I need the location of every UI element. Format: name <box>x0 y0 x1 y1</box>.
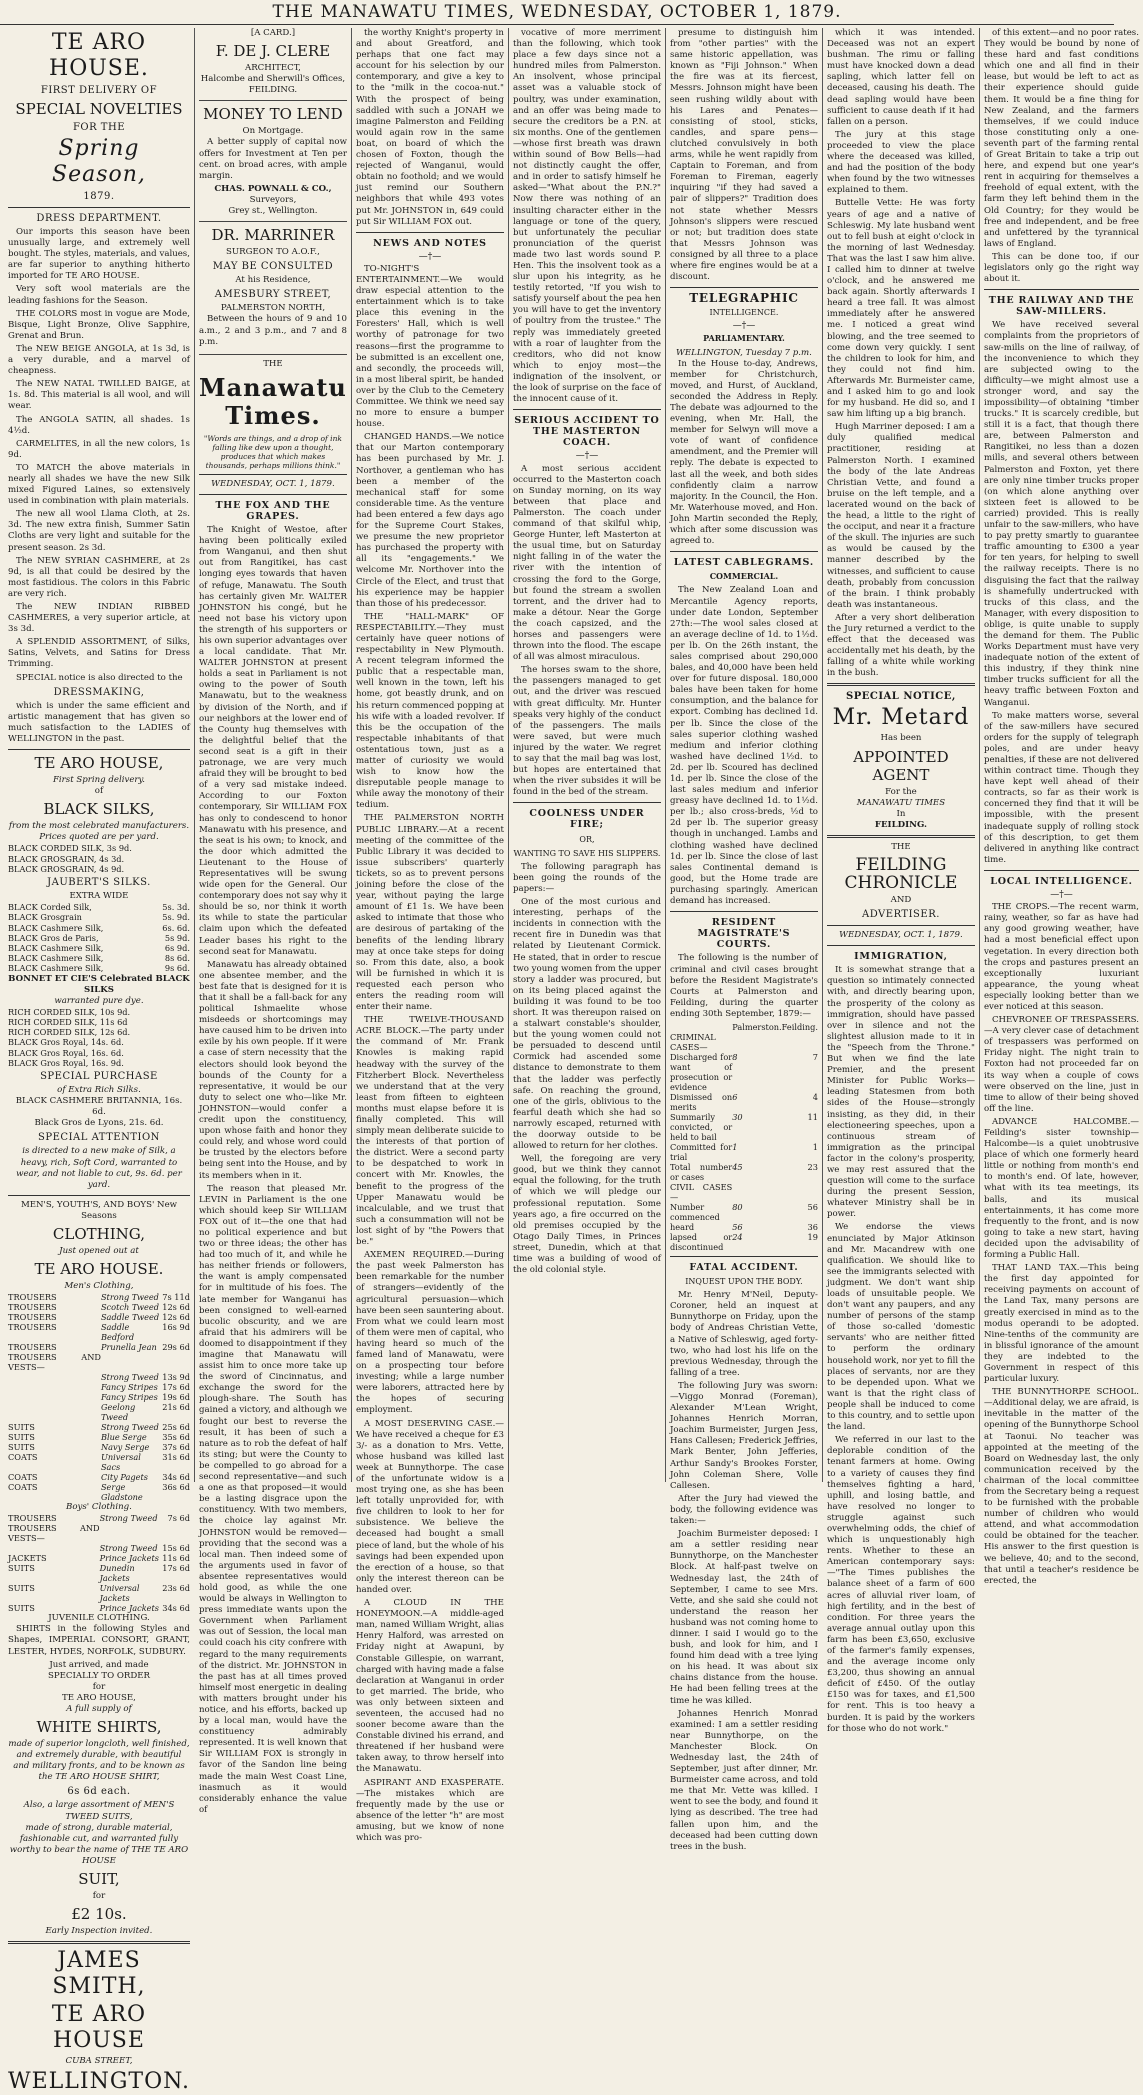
te-aro-house-heading: TE ARO HOUSE, <box>34 754 164 773</box>
table-cell <box>782 1032 818 1052</box>
table-cell: SUITS <box>8 1442 35 1453</box>
dateline: WEDNESDAY, OCT. 1, 1879. <box>211 478 335 489</box>
table-cell: 23s 6d <box>162 1583 190 1594</box>
ad-paragraph: THE COLORS most in vogue are Mode, Bisque, Light Bronze, Olive Sapphire, Grenat and Brun. <box>8 308 190 341</box>
table-row <box>8 1352 190 1372</box>
suit-price: £2 10s. <box>71 1905 127 1924</box>
table-cell: Strong Tweed <box>100 1422 159 1433</box>
price-row: BLACK Cashmere Silk, 9s 6d. <box>8 963 190 974</box>
column-1-advert <box>4 28 195 2095</box>
chronicle-title: FEILDING CHRONICLE <box>844 855 958 893</box>
table-cell: lapsed or discontinued <box>669 1231 733 1252</box>
table-cell: 80 <box>732 1201 743 1212</box>
local-item: ADVANCE HALCOMBE.—Feilding's sister township—Halcombe—is a quiet unobtrusive place of which one formerly heard little or nothing from month's end to month's end. Of late, however, what with its tea meetings, its balls, and its musical entertainments, it has come more frequently to the front, and is now going to take a new start, having decided upon the advisability of forming a Public Hall. <box>983 1116 1139 1261</box>
silks-list-b <box>8 902 190 973</box>
editorial-cont: This can be done too, if our legislators only go the right way about it. <box>983 251 1139 285</box>
editorial-para: The reason that pleased Mr. LEVIN in Parliament is the one which should keep Sir WILLIAM FOX out of it—the one that had no political experience and but two or three ideas; the other has had too much of it, and while he has neither friends or followers, the want is amply compensated for in multitude of his foes. The late member for Wanganui has been consigned to well-earned bucolic obscurity, and we are afraid that his admirers will be doomed to disappointment if they imagine that Manawatu will assist him to once more take up the sword of Cincinnatus, and exchange the sword for the plough-share. The South has gained a victory, and although we fought our best to reverse the result, it has been of such a nature as to rob the defeat of half its sting; but were the County to be compelled to go abroad for a second representative—and such a one as that proposed—it would be a lasting disgrace upon the constituency. With two members, the choice lay against Mr. JOHNSTON would be removed—providing that the second was a local man. Then indeed some of the arguments used in favor of absentee representatives would hold good, as while the one would be always in Wellington to press immediate wants upon the Government when Parliament was out of Session, the local man could coach his city confrere with regard to the many requirements of the district. Mr. JOHNSTON in the past has at all times proved himself most energetic in dealing with matters brought under his notice, and his efforts, backed up by a local man, would have the constituency admirably represented. It is well known that Sir WILLIAM FOX is strongly in favor of the Sandon line being made the main West Coast Line, inasmuch as it would considerably enhance the value of <box>198 1183 347 1815</box>
just-opened: Just opened out at <box>59 1245 139 1256</box>
table-row <box>8 1392 190 1402</box>
of-text: of <box>94 786 104 797</box>
table-cell: Prunella Jean <box>100 1342 157 1353</box>
table-cell: 25s 6d <box>162 1422 190 1433</box>
table-cell: Prince Jackets <box>99 1603 159 1614</box>
coolness-heading: COOLNESS UNDER FIRE; <box>529 808 645 831</box>
ad-for-the: FOR THE <box>72 122 125 133</box>
table-cell: 1 <box>812 1141 818 1152</box>
early-inspection: Early Inspection invited. <box>45 1926 153 1937</box>
table-row <box>8 1342 190 1352</box>
ad-paragraph: which is under the same efficient and artistic management that has given so much satisfaction to the LADIES of WELLINGTON in the past. <box>8 700 190 744</box>
boys-price-table <box>8 1513 190 1613</box>
ad-paragraph: The new all wool Llama Cloth, at 2s. 3d. The new extra finish, Summer Satin Cloths are very light and suitable for the present season. 2s 3d. <box>8 509 190 553</box>
mens-clothing: Men's Clothing, <box>64 1281 134 1292</box>
serious-accident-heading: SERIOUS ACCIDENT TO THE MASTERTON COACH. <box>514 415 660 449</box>
just-arrived: Just arrived, and made <box>49 1659 149 1670</box>
price-row: BLACK Cashmere Silk, 8s 6d. <box>8 953 190 964</box>
table-cell: TROUSERS <box>8 1342 57 1353</box>
table-cell <box>732 1032 781 1052</box>
table-cell: 21s 6d <box>162 1402 190 1413</box>
first-spring: First Spring delivery. <box>52 775 145 786</box>
ad-paragraph: The NEW INDIAN RIBBED CASHMERES, a very superior article, at 3s 3d. <box>8 602 190 635</box>
table-cell <box>100 1523 163 1543</box>
ad-paragraph: The NEW NATAL TWILLED BAIGE, at 1s. 8d. This material is all wool, and will wear. <box>8 379 190 412</box>
local-intelligence-heading: LOCAL INTELLIGENCE. <box>990 875 1133 887</box>
editorial-cont: the worthy Knight's property in and about Greatford, and perhaps that one fact may account for his selection by our contemporary, and give a key to to the "milk in the cocoa-nut." With the prospect of being saddled with such a JONAH we imagine Palmerston and Feilding would again row in the same boat, on board of which the chosen of Foxton, though the rejected of Wanganui, would obtain no foothold; and we would just remind our Southern neighbors that while 493 votes put Mr. JOHNSTON in, 649 could put Sir WILLIAM FOX out. <box>355 28 504 227</box>
table-cell: 6 <box>732 1091 738 1102</box>
table-row <box>8 1372 190 1382</box>
news-item: THE TWELVE-THOUSAND ACRE BLOCK.—The party under the command of Mr. Frank Knowles is making rapid headway with the survey of the Fitzherbert Block. Nevertheless we understand that at the very least from fifteen to eighteen months must elapse before it is finally completed. This will simply mean deliberate suicide to the interests of that portion of the district. Were a second party to be despatched to work in concert with Mr. Knowles, the benefit to the progress of the Upper Manawatu would be incalculable, and we trust that such a consummation will not be lost sight of by "the Powers that be." <box>355 1015 504 1248</box>
table-row <box>670 1232 818 1252</box>
silks-list-d: BLACK Gros Royal, 14s. 6d. BLACK Gros Royal, 16s. 6d. BLACK Gros Royal, 16s. 9d. <box>8 1037 124 1068</box>
price-item: BLACK GROSGRAIN, 4s 9d. <box>8 863 125 874</box>
table-cell: 34s 6d <box>162 1603 190 1614</box>
table-cell: 30 <box>732 1111 743 1122</box>
ad-year: 1879. <box>83 191 115 202</box>
table-cell: COATS <box>8 1482 38 1493</box>
boys-clothing: Boys' Clothing. <box>66 1502 132 1513</box>
dressmaking-heading: DRESSMAKING, <box>53 686 145 698</box>
news-item: ASPIRANT AND EXASPERATE.—The mistakes which are frequently made by the use or absence of the letter "h" are most amusing, but we know of none which was pro- <box>355 1777 504 1843</box>
table-cell: Total number or cases <box>669 1161 733 1182</box>
warranted: warranted pure dye. <box>54 995 144 1006</box>
news-cont: vocative of more merriment than the following, which took place a few days since not a hundred miles from Palmerston. An insolvent, whose principal asset was a valuable stock of poultry, was under examination, and an offer was being made to secure the creditors be a P.N. at six months. One of the gentlemen—whose first breath was drawn within sound of Bow Bells—had not distinctly caught the offer, and in order to satisfy himself he asked—"What about the P.N.?" Now there was nothing of an insulting character either in the language or tone of the query, but unfortunately the peculiar pronunciation of the querist made two last words sound P. Hen. This the insolvent took as a slur upon his integrity, as he testily retorted, "If you wish to satisfy yourself about the pea hen you will have to get the inventory of poultry from the trustee." The reply was immediately greeted with a roar of laughter from the creditors, who did not know which to enjoy most—the indignation of the insolvent, or the look of surprise on the face of the innocent cause of it. <box>512 28 661 405</box>
table-cell: Universal Jackets <box>99 1583 140 1604</box>
ad-title: TE ARO HOUSE. <box>49 30 149 81</box>
price-row: BLACK Grosgrain 5s. 9d. <box>8 912 190 923</box>
suit: SUIT, <box>78 1870 120 1889</box>
price-row: BLACK Corded Silk, 5s. 3d. <box>8 902 190 913</box>
table-cell: TROUSERS <box>8 1302 57 1313</box>
table-row <box>8 1402 190 1422</box>
table-cell: 29s 6d <box>162 1342 190 1353</box>
table-cell: TROUSERS <box>8 1322 57 1333</box>
article-cont: presume to distinguish him from "other parties" with the same historic appellation, was known as "Fiji Johnson." When the fire was at its fiercest, Messrs. Johnson might have been seen rushing wildly about with his Lares and Penates—consisting of stool, sticks, candles, and spare pens—clutched convulsively in both arms, while he went rapidly from Captain to Foreman, and from Foreman to Fireman, eagerly inquiring "if they had saved a pair of slippers?" Tradition does not state whether Messrs Johnson's slippers were rescued or not; but tradition does state that Messrs Johnson was consigned by all three to a place where fire engines would be at a discount. <box>669 28 818 283</box>
table-row <box>8 1523 190 1543</box>
article-para: The horses swam to the shore, the passengers managed to get out, and the driver was rescued with great difficulty. Mr. Hunter speaks very highly of the conduct of the passengers. The mails were saved, but were much injured by the water. We regret to say that the mail bag was lost, but hopes are entertained that when the river subsides it will be found in the bed of the stream. <box>512 665 661 798</box>
table-cell: 12s 6d <box>162 1302 190 1313</box>
money-heading: MONEY TO LEND <box>203 105 343 124</box>
article-para: We have received several complaints from the proprietors of saw-mills on the line of railway, of the inconvenience to which they are subjected owing to the difficulty—we might almost use a stronger word, and say the impossibility—of obtaining "timber trucks." It is scarcely credible, but still it is a fact, that though there are, between Palmerston and Rangitikei, no less than a dozen mills, and several others between Palmerston and Foxton, yet there are only nine timber trucks proper (on which alone anything over sixteen feet is allowed to be carried) provided. This is really unfair to the saw-millers, who have to pay pretty smartly to guarantee traffic amounting to £300 a year for ten years, for helping to swell the railway receipts. There is no disguising the fact that the railway is shamefully undertrucked with trucks of this class, and the Manager, with every disposition to oblige, is quite unable to supply the demand for them. The Public Works Department must have very inadequate notion of the extent of this industry, if they think nine timber trucks sufficient for all the heavy traffic between Foxton and Wanganui. <box>983 320 1139 708</box>
bonnet-heading: BONNET ET CIE'S Celebrated BLACK SILKS <box>8 973 190 995</box>
table-cell: SUITS <box>8 1583 35 1594</box>
prices-quoted: Prices quoted are per yard. <box>39 832 159 843</box>
table-cell: 56 <box>732 1221 743 1232</box>
table-cell: 15s 6d <box>162 1543 190 1554</box>
metard: Mr. Metard <box>832 705 970 731</box>
ad-paragraph: SPECIAL notice is also directed to the <box>16 672 183 683</box>
table-cell: Saddle Tweed <box>100 1312 160 1323</box>
table-cell: Navy Serge <box>100 1442 150 1453</box>
table-cell: Strong Tweed <box>99 1543 158 1554</box>
editorial-para: It is somewhat strange that a question so intimately connected with, and directly bearing upon, the prosperity of the colony as immigration, should have passed over in silence and not the slightest allusion made to it in the "Speech from the Throne." But when we find the late Premier, and the present Minister for Public Works—leading Statesmen from both sides of the House—strongly insisting, as they did, in their electioneering speeches, upon a continuous stream of immigration as the principal factor in the colony's prosperity, we may rest assured that the question will come to the surface during the present Session, whatever Ministry shall be in power. <box>826 965 975 1220</box>
table-row <box>670 1202 818 1222</box>
table-cell: 19s 6d <box>162 1392 190 1403</box>
silks-list-c: RICH CORDED SILK, 10s 9d. RICH CORDED SILK, 11s 6d RICH CORDED SILK, 12s 6d. <box>8 1006 131 1038</box>
table-cell: Dismissed on merits <box>669 1091 733 1112</box>
news-item: AXEMEN REQUIRED.—During the past week Palmerston has been remarkable for the number of strangers—evidently of the agricultural persuasion—which have been seen sauntering about. From what we could learn most of them were men of capital, who having heard so much of the famed land of Manawatu, were on a prospecting tour before investing; while a large number were laborers, attracted here by the hopes of securing employment. <box>355 1250 504 1416</box>
table-row <box>8 1563 190 1583</box>
table-row <box>670 1162 818 1182</box>
local-item: CHEVRONEE OF TRESPASSERS.—A very clever case of detachment of trespassers was performed on Friday night. The night train to Foxton had not proceeded far on its way when a couple of cows were observed on the line, just in time to allow of their being shoved off the line. <box>983 1015 1139 1114</box>
coolness-sub: WANTING TO SAVE HIS SLIPPERS. <box>513 848 661 858</box>
editorial-para: Manawatu has already obtained one absentee member, and the best fate that is designed for it is that it shall be a fall-back for any political Ishmaelite whose misdeeds or shortcomings may have caused him to be driven into exile by his own people. If it were a case of stern necessity that the electors should look beyond the bounds of the County for a representative, it would be our duty to select one who—like Mr. JOHNSTON—would confer a credit upon the constituency, upon whose faith and honor they could rely, and whose word could be trusted by the electors before being sent into the House, and by its members when in it. <box>198 959 347 1181</box>
table-cell: Dunedin Jackets <box>99 1563 135 1584</box>
table-cell: TROUSERS AND VESTS— <box>8 1352 101 1373</box>
table-cell: Scotch Tweed <box>100 1302 159 1313</box>
news-item: A CLOUD IN THE HONEYMOON.—A middle-aged man, named William Wright, alias Henry Halford, was arrested on Friday night at Awapuni, by Constable Gillespie, on warrant, charged with having made a false declaration at Wanganui in order to get married. The bride, who was only between sixteen and seventeen, the accused had no sooner become aware than the Constable divined his errand, and threatened if her husband were taken away, to throw herself into the Manawatu. <box>355 1598 504 1775</box>
table-cell <box>8 1372 101 1382</box>
table-row <box>8 1422 190 1432</box>
table-cell <box>8 1392 101 1402</box>
james-smith: JAMES SMITH, <box>52 1948 146 2000</box>
dress-dept-heading: DRESS DEPARTMENT. <box>36 213 162 224</box>
full-supply: A full supply of <box>66 1704 132 1714</box>
table-cell: City Pagets <box>100 1472 148 1483</box>
table-cell: Discharged for want of prosecution or evidence <box>669 1051 733 1092</box>
ad-first-delivery: FIRST DELIVERY OF <box>40 85 158 96</box>
editorial-para: The Knight of Westoe, after having been politically exiled from Wanganui, and then shut out from Rangitikei, has cast longing eyes towards that haven of refuge, Manawatu. The South has certainly given Mr. WALTER JOHNSTON his congé, but he need not base his victory upon the strength of his supporters or his own superior advantages over a local candidate. That Mr. WALTER JOHNSTON at present holds a seat in Parliament is not owing to the power of South Manawatu, but to the weakness by division of the North, and if our neighbors at the lower end of the County hug themselves with the delightful belief that the second seat is a gift in their patronage, we are very much afraid they will be brought to bed of a very sad mistake indeed. According to our Foxton contemporary, Sir WILLIAM FOX has only to condescend to honor Manawatu with his presence, and the seat is his own; to knock, and the door which admitted the Lieutenant to the House of Representatives will be swung wide open for the General. Our contemporary does not say why it should be so, nor think it worth its while to state the particular claim upon which the defeated Leader bases his right to the second seat for Manawatu. <box>198 525 347 957</box>
news-item: TO-NIGHT'S ENTERTAINMENT.—We would draw especial attention to the entertainment which is to take place this evening in the Foresters' Hall, which is well worthy of patronage for two reasons—first the programme to be submitted is an excellent one, and secondly, the proceeds will, in a most liberal spirit, be handed over by the Club to the Cemetery Committee. We think we need say no more to ensure a bumper house. <box>355 263 504 430</box>
table-cell <box>162 1523 190 1543</box>
table-cell: SUITS <box>8 1422 35 1433</box>
column-2: [A CARD.] F. DE J. CLERE ARCHITECT, Halcombe and Sherwill's Offices, FEILDING. MONEY TO LEND On Mortgage. A better supply of capital now offers for Investment at Ten per cent. on broad acres, with ample margin. CHAS. POWNALL & CO., Surveyors, Grey st., Wellington. DR. MARRINER SURGEON TO A.O.F., MAY BE CONSULTED At his Residence, AMESBURY STREET, PALMERSTON NORTH, Between the hours of 9 and 10 a.m., 2 and 3 p.m., and 7 and 8 p.m. THE Manawatu Times. "Words are things, and a drop of ink falling like dew upon a thought, produces that which makes thousands, perhaps millions think." WEDNESDAY, OCT. 1, 1879. THE FOX AND THE GRAPES. The Knight of Westoe, after having been politically exiled from Wanganui, and then shut out from Rangitikei, has cast longing eyes towards that haven of refuge, Manawatu. The South has certainly given Mr. WALTER JOHNSTON his congé, but he need not base his victory upon the strength of his supporters or his own superior advantages over a local candidate. That Mr. WALTER JOHNSTON at present holds a seat in Parliament is not owing to the power of South Manawatu, but to the weakness by division of the North, and if our neighbors at the lower end of the County hug themselves with the delightful belief that the second seat is a gift in their patronage, we are very much afraid they will be brought to bed of a very sad mistake indeed. According to our Foxton contemporary, Sir WILLIAM FOX has only to condescend to honor Manawatu with his presence, and the seat is his own; to knock, and the door which admitted the Lieutenant to the House of Representatives will be swung wide open for the General. Our contemporary does not say why it should be so, nor think it worth its while to state the particular claim upon which the defeated Leader bases his right to the second seat for Manawatu. Manawatu has already obtained one absentee member, and the best fate that is designed for it is that it shall be a fall-back for any political Ishmaelite whose misdeeds or shortcomings may have caused him to be driven into exile by his own people. If it were a case of stern necessity that the electors should look beyond the bounds of the County for a representative, it would be our duty to select one who—like Mr. JOHNSTON—would confer a credit upon the constituency, upon whose faith and honor they could rely, and whose word could be trusted by the electors before being sent into the House, and by its members when in it. The reason that pleased Mr. LEVIN in Parliament is the one which should keep Sir WILLIAM FOX out of it—the one that had no political experience and but two or three ideas; the other has had too much of it, and while he has neither friends or followers, the want is amply compensated for in multitude of his foes. The late member for Wanganui has been consigned to well-earned bucolic obscurity, and we are afraid that his admirers will be doomed to disappointment if they imagine that Manawatu will assist him to once more take up the sword of Cincinnatus, and exchange the sword for the plough-share. The South has gained a victory, and although we fought our best to reverse the result, it has been of such a nature as to rob the defeat of half its sting; but were the County to be compelled to go abroad for a second representative—and such a one as that proposed—it would be a lasting disgrace upon the constituency. With two members, the choice lay against Mr. JOHNSTON would be removed—providing that the second was a local man. Then indeed some of the arguments used in favor of absentee representatives would hold good, as while the one would be always in Wellington to press immediate wants upon the Government when Parliament was out of Session, the local man could coach his city confrere with regard to the many requirements of the district. Mr. JOHNSTON in the past has at all times proved himself most energetic in dealing with matters brought under his notice, and his efforts, backed up by a local man, would have the constituency admirably represented. It is well known that Sir WILLIAM FOX is strongly in favor of the Sandon line being made the main West Coast Line, inasmuch as it would considerably enhance the value of <box>195 28 352 1482</box>
table-row <box>8 1583 190 1603</box>
extra-wide: EXTRA WIDE <box>69 891 129 902</box>
architect-name: F. DE J. CLERE <box>215 42 331 61</box>
table-cell <box>8 1543 100 1553</box>
ad-paragraph: Our imports this season have been unusually large, and extremely well bought. The styles, materials, and values, are far superior to anything hitherto imported for TE ARO HOUSE. <box>8 227 190 282</box>
columns <box>4 28 1139 2095</box>
mens-youths: MEN'S, YOUTH'S, AND BOYS' New Seasons <box>20 1199 178 1221</box>
article-cont: Buttelle Vette: He was forty years of age and a native of Schleswig. My late husband went out to fell bush at eight o'clock in the morning of last Wednesday. That was the last I saw him alive. I called him to dinner at twelve o'clock, and he answered me back again. Shortly afterwards I heard a tree fall. It was almost immediately after he answered me. I noticed a great wind blowing, and the tree seemed to come down very quickly. I sent the children to look for him, and they could not find him. Afterwards Mr. Burmeister came, and I asked him to go and look for my husband. He did so, and I saw him lifting up a big branch. <box>826 198 975 420</box>
commercial-text: The New Zealand Loan and Mercantile Agency reports, under date London, September 27th:—The wool sales closed at an average decline of 1d. to 1½d. per lb. On the 26th instant, the sales comprised about 290,000 bales, and 40,000 have been held over for future disposal. 180,000 bales have been taken for home consumption, and the balance for export. Combing has declined 1d. per lb. Since the close of the sales superior clothing washed medium and inferior clothing washed have declined 1½d. to 2d. per lb. Scoured has declined 1d. per lb. Since the close of the last sales medium and inferior greasy have declined 1d. to 1½d. per lb.; also cross-breds, ½d to 2d per lb. The superior greasy though in unchanged. Lambs and clothing washed have declined 1d. per lb. Since the close of last sales Continental demand is good, but the Home trade are purchasing sparingly. American demand has increased. <box>669 585 818 907</box>
table-cell: Fancy Stripes <box>100 1392 158 1403</box>
table-row <box>8 1292 190 1302</box>
shirt-price: 6s 6d each. <box>67 1786 131 1798</box>
table-cell: Summarily convicted, or held to bail <box>669 1111 733 1142</box>
table-cell: 31s 6d <box>162 1452 190 1463</box>
attention-text: is directed to a new make of Silk, a heavy, rich, Soft Cord, warranted to wear, and not liable to cut, 9s. 6d. per yard. <box>16 1146 182 1190</box>
table-cell: 7s 11d <box>162 1292 190 1303</box>
ad-special-novelties: SPECIAL NOVELTIES <box>15 100 183 118</box>
table-cell <box>101 1352 162 1372</box>
immigration-heading: IMMIGRATION, <box>854 951 948 963</box>
from-celebrated: from the most celebrated manufacturers. <box>8 821 190 832</box>
table-cell: Prince Jackets <box>99 1553 159 1564</box>
table-cell: TROUSERS <box>8 1513 57 1524</box>
table-row <box>8 1452 190 1472</box>
table-cell: Blue Serge <box>100 1432 147 1443</box>
table-cell: Fancy Stripes <box>100 1382 158 1393</box>
news-item: THE PALMERSTON NORTH PUBLIC LIBRARY.—At a recent meeting of the committee of the Public Library it was decided to issue subscribers' quarterly tickets, so as to prevent persons joining before the close of the year, without paying the large amount of £1 1s. We have been asked to intimate that those who are desirous of partaking of the benefits of the lending library may at once take steps for doing so. From this date, also, a book will be furnished in which it is requested each person who enters the reading room will enter their name. <box>355 813 504 1013</box>
table-cell: 13s 9d <box>162 1372 190 1383</box>
article-para: The following paragraph has been going the rounds of the papers:— <box>512 861 661 894</box>
silks-list-a <box>8 843 190 874</box>
ad-paragraph: The ANGOLA SATIN, all shades. 1s 4½d. <box>8 414 190 436</box>
clothing-price-table <box>8 1292 190 1502</box>
extra-rich: of Extra Rich Silks. <box>57 1085 141 1096</box>
table-cell: 45 <box>732 1161 743 1172</box>
also-assortment: Also, a large assortment of MEN'S TWEED SUITS, <box>23 1800 175 1822</box>
editorial-cont: of this extent—and no poor rates. They would be bound by none of these hard and fast conditions which one and all find in their lease, but would be left to act as their experience should guide them. It would be a fine thing for New Zealand, and the farmers themselves, if we could induce those constituting only a one-seventh part of the farming rental of Great Britain to take a trip out here, and expend but one year's rent in acquiring for themselves a freehold of equal extent, with the farm they left behind them in the Old Country; for they would be free and independent, and be free and unfettered by the tyrannical laws of England. <box>983 28 1139 249</box>
table-cell <box>782 1182 818 1202</box>
architect-card: [A CARD.] F. DE J. CLERE ARCHITECT, Halcombe and Sherwill's Offices, FEILDING. <box>199 28 347 101</box>
table-cell: 7s 6d <box>167 1513 190 1524</box>
paper-title: Manawatu Times. <box>199 372 347 430</box>
table-cell: 11s 6d <box>162 1553 190 1564</box>
price-row: BLACK Cashmere Silk, 6s 9d. <box>8 942 190 953</box>
white-shirts: WHITE SHIRTS, <box>36 1718 162 1737</box>
table-cell: SUITS <box>8 1563 35 1574</box>
article-para: The following Jury was sworn:—Viggo Monrad (Foreman), Alexander M'Lean Wright, Johannes Henrich Morran, Joachim Burmeister, Jurgen Jess, Hans Callesen; Frederick Jeffries, Mark Benter, John Jefferies, Arthur Sandy's Brookes Forster, John Coleman Shere, Volle Callesen. <box>669 1380 818 1491</box>
doctor-heading: DR. MARRINER <box>211 226 335 245</box>
table-cell: COATS <box>8 1472 38 1483</box>
local-item: THE CROPS.—The recent warm, rainy, weather, so far as have had any good growing weather, have had a most beneficial effect upon vegetation. In every direction both the crops and pastures present an exceptionally luxuriant appearance, the young wheat especially looking better than we ever noticed at this season. <box>983 902 1139 1012</box>
motto: "Words are things, and a drop of ink falling like dew upon a thought, produces that which makes thousands, perhaps millions think." <box>203 433 342 470</box>
te-aro-house-2: TE ARO HOUSE. <box>34 1260 164 1279</box>
table-cell: 17s 6d <box>162 1382 190 1393</box>
table-cell: Strong Tweed <box>100 1292 159 1303</box>
lyons: Black Gros de Lyons, 21s. 6d. <box>34 1118 164 1129</box>
doctor-card: DR. MARRINER SURGEON TO A.O.F., MAY BE CONSULTED At his Residence, AMESBURY STREET, PALMERSTON NORTH, Between the hours of 9 and 10 a.m., 2 and 3 p.m., and 7 and 8 p.m. <box>199 226 347 355</box>
article-para: Johannes Henrich Monrad examined: I am a settler residing near Bunnythorpe, on the Manchester Block. On Wednesday last, the 24th of September, just after dinner, Mr. Burmeister came across, and told me that Mr. Vette was killed. I went to see the body, and found it lying as described. The tree had fallen upon him, and the deceased had been cutting down trees in the bush. <box>669 1708 818 1852</box>
table-cell: 11 <box>807 1111 818 1122</box>
table-row <box>8 1382 190 1392</box>
ad-paragraph: The NEW SYRIAN CASHMERE, at 2s 9d, is all that could be desired by the most fastidious. The colors in this Fabric are very rich. <box>8 555 190 599</box>
column-7: of this extent—and no poor rates. They would be bound by none of these hard and fast conditions which one and all find in their lease, but would be left to act as their experience should guide them. It would be a fine thing for New Zealand, and the farmers themselves, if we could induce those constituting only a one-seventh part of the farming rental of Great Britain to take a trip out here, and expend but one year's rent in acquiring for themselves a freehold of equal extent, with the farm they left behind them in the Old Country; for they would be free and independent, and be free and unfettered by the tyrannical laws of England. This can be done too, if our legislators only go the right way about it. THE RAILWAY AND THE SAW-MILLERS. We have received several complaints from the proprietors of saw-mills on the line of railway, of the inconvenience to which they are subjected owing to the difficulty—we might almost use a stronger word, and say the impossibility—of obtaining "timber trucks." It is scarcely credible, but still it is a fact, that though there are, between Palmerston and Rangitikei, no less than a dozen mills, and several others between Palmerston and Foxton, yet there are only nine timber trucks proper (on which alone anything over sixteen feet is allowed to be carried) provided. This is really unfair to the saw-millers, who have to pay pretty smartly to guarantee traffic amounting to £300 a year for ten years, for helping to swell the railway receipts. There is no disguising the fact that the railway is shamefully undertrucked with trucks of this class, and the Manager, with every disposition to oblige, is quite unable to supply the demand for them. The Public Works Department must have very inadequate notion of the extent of this industry, if they think nine timber trucks sufficient for all the heavy traffic between Foxton and Wanganui. To make matters worse, several of the saw-millers have secured orders for the supply of telegraph poles, and are under heavy penalties, if these are not delivered within contract time. Though they have kept well ahead of their contracts, so far as their work is concerned they find that it will be impossible, with the present inadequate supply of rolling stock of this description, to get them delivered in anything like contract time. LOCAL INTELLIGENCE. —†— THE CROPS.—The recent warm, rainy, weather, so far as have had any good growing weather, have had a most beneficial effect upon vegetation. In every direction both the crops and pastures present an exceptionally luxuriant appearance, the young wheat especially looking better than we ever noticed at this season. CHEVRONEE OF TRESPASSERS.—A very clever case of detachment of trespassers was performed on Friday night. The night train to Foxton had not proceeded far on its way when a couple of cows were observed on the line, just in time to allow of their being shoved off the line. ADVANCE HALCOMBE.—Feilding's sister township—Halcombe—is a quiet unobtrusive place of which one formerly heard little or nothing from month's end to month's end. Of late, however, what with its tea meetings, its balls, and its musical entertainments, it has come more frequently to the front, and is now going to take a new start, having decided upon the advisability of forming a Public Hall. THAT LAND TAX.—This being the first day appointed for receiving payments on account of the Land Tax, many persons are greatly exercised in mind as to the modus operandi to be adopted. Nine-tenths of the community are in blissful ignorance of the amount they are indebted to the Government in respect of this particular luxury. THE BUNNYTHORPE SCHOOL.—Additional delay, we are afraid, is inevitable in the matter of the opening of the Bunnythorpe School at Taonui. No teacher was appointed at the meeting of the Board on Wednesday last, the only communication received by the chairman of the local committee from the Secretary being a request to be furnished with the probable number of children who would attend, and what accommodation could be obtained for the teacher. His answer to the first question is we believe, 40; and to the second, that until a teacher's residence be erected, the <box>983 28 1139 1586</box>
resident-magistrates-heading: RESIDENT MAGISTRATE'S COURTS. <box>697 917 791 951</box>
special-notice: SPECIAL NOTICE, <box>846 691 956 703</box>
table-row <box>8 1302 190 1312</box>
table-cell: 16s 9d <box>162 1322 190 1333</box>
price-row: BLACK Cashmere Silk, 6s. 6d. <box>8 922 190 933</box>
table-cell: 24 <box>732 1231 743 1242</box>
table-cell: 36 <box>807 1221 818 1232</box>
wellington: WELLINGTON. <box>8 2069 190 2095</box>
table-cell: 7 <box>812 1051 818 1062</box>
table-row <box>8 1543 190 1553</box>
column-3: the worthy Knight's property in and about Greatford, and perhaps that one fact may account for his selection by our contemporary, and give a key to to the "milk in the cocoa-nut." With the prospect of being saddled with such a JONAH we imagine Palmerston and Feilding would again row in the same boat, on board of which the chosen of Foxton, though the rejected of Wanganui, would obtain no foothold; and we would just remind our Southern neighbors that while 493 votes put Mr. JOHNSTON in, 649 could put Sir WILLIAM FOX out. NEWS AND NOTES —†— TO-NIGHT'S ENTERTAINMENT.—We would draw especial attention to the entertainment which is to take place this evening in the Foresters' Hall, which is well worthy of patronage for two reasons—first the programme to be submitted is an excellent one, and secondly, the proceeds will, in a most liberal spirit, be handed over by the Club to the Cemetery Committee. We think we need say no more to ensure a bumper house. CHANGED HANDS.—We notice that our Marton contemporary has been purchased by Mr. J. Northover, a gentleman who has been a member of the mechanical staff for some considerable time. As the venture had been entered a few days ago for the Supreme Court Stakes, we presume the new proprietor has purchased the property with all its "engagements." We welcome Mr. Northover into the Circle of the Elect, and trust that his experience may be happier than those of his predecessor. THE "HALL-MARK" OF RESPECTABILITY.—They must certainly have queer notions of respectability in New Plymouth. A recent telegram informed the public that a respectable man, well known in the town, left his home, got beastly drunk, and on his return commenced popping at his wife with a loaded revolver. If this be the occupation of the respectable inhabitants of that ostentatious town, just as a matter of curiosity we would wish to know how the disreputable people manage to while away the monotony of their tedium. THE PALMERSTON NORTH PUBLIC LIBRARY.—At a recent meeting of the committee of the Public Library it was decided to issue subscribers' quarterly tickets, so as to prevent persons joining before the close of the year, without paying the large amount of £1 1s. We have been asked to intimate that those who are desirous of partaking of the benefits of the lending library may at once take steps for doing so. From this date, also, a book will be furnished in which it is requested each person who enters the reading room will enter their name. THE TWELVE-THOUSAND ACRE BLOCK.—The party under the command of Mr. Frank Knowles is making rapid headway with the survey of the Fitzherbert Block. Nevertheless we understand that at the very least from fifteen to eighteen months must elapse before it is finally completed. This will simply mean deliberate suicide to the interests of that portion of the district. Were a second party to be despatched to work in concert with Mr. Knowles, the benefit to the progress of the Upper Manawatu would be incalculable, and we trust that such a consummation will not be lost sight of by "the Powers that be." AXEMEN REQUIRED.—During the past week Palmerston has been remarkable for the number of strangers—evidently of the agricultural persuasion—which have been seen sauntering about. From what we could learn most of them were men of capital, who having heard so much of the famed land of Manawatu, were on a prospecting tour before investing; while a large number were laborers, attracted here by the hopes of securing employment. A MOST DESERVING CASE.—We have received a cheque for £3 3/- as a donation to Mrs. Vette, whose husband was killed last week at Bunnythorpe. The case of the unfortunate widow is a most trying one, as she has been left totally unprovided for, with five children to look to her for subsistence. We believe the deceased had bought a small piece of land, but the whole of his savings had been expended upon the erection of a house, so that only the interest thereon can be handed over. A CLOUD IN THE HONEYMOON.—A middle-aged man, named William Wright, alias Henry Halford, was arrested on Friday night at Awapuni, by Constable Gillespie, on warrant, charged with having made a false declaration at Wanganui in order to get married. The bride, who was only between sixteen and seventeen, the accused had no sooner become aware than the Constable divined his errand, and threatened if her husband were taken away, to throw herself into the Manawatu. ASPIRANT AND EXASPERATE.—The mistakes which are frequently made by the use or absence of the letter "h" are most amusing, but we know of none which was pro- <box>352 28 509 1482</box>
price-item: BLACK CORDED SILK, 3s 9d. <box>8 843 132 854</box>
table-row <box>8 1432 190 1442</box>
specially-order: SPECIALLY TO ORDER <box>47 1670 150 1681</box>
table-cell: SUITS <box>8 1603 35 1614</box>
table-cell <box>8 1402 101 1422</box>
cuba-street: CUBA STREET, <box>65 2056 133 2067</box>
news-item: THE "HALL-MARK" OF RESPECTABILITY.—They must certainly have queer notions of respectability in New Plymouth. A recent telegram informed the public that a respectable man, well known in the town, left his home, got beastly drunk, and on his return commenced popping at his wife with a loaded revolver. If this be the occupation of the respectable inhabitants of that ostentatious town, just as a matter of curiosity we would wish to know how the disreputable people manage to while away the monotony of their tedium. <box>355 611 504 811</box>
table-cell <box>732 1182 781 1202</box>
table-cell: 56 <box>807 1201 818 1212</box>
table-row <box>670 1092 818 1112</box>
railway-heading: THE RAILWAY AND THE SAW-MILLERS. <box>988 295 1135 318</box>
table-cell: SUITS <box>8 1432 35 1443</box>
article-para: After the Jury had viewed the body, the following evidence was taken:— <box>669 1493 818 1527</box>
article-cont: which it was intended. Deceased was not an expert bushman. The rimu or falling must have knocked down a dead sapling, which latter fell on deceased, causing his death. The dead sapling would have been sufficient to cause death if it had fallen on a person. <box>826 28 975 127</box>
appointed-agent: APPOINTED AGENT <box>853 747 949 784</box>
table-cell: TROUSERS <box>8 1292 57 1303</box>
table-cell: Universal Sacs <box>100 1452 141 1473</box>
shirts-intro: SHIRTS in the following Styles and Shapes, IMPERIAL CONSORT, GRANT, LESTER, HYDES, NORFOLK, SUDBURY. <box>8 1624 190 1657</box>
table-cell: TROUSERS <box>8 1312 57 1323</box>
ad-paragraph: The NEW BEIGE ANGOLA, at 1s 3d, is a very durable, and a marvel of cheapness. <box>8 343 190 377</box>
table-cell: Serge Gladstone <box>100 1482 143 1503</box>
suit-for: for <box>92 1891 106 1902</box>
table-row <box>8 1603 190 1613</box>
editorial-para: We endorse the views enunciated by Major Atkinson and Mr. Macandrew with one qualification. We should like to see the immigrants selected with judgment. We don't want ship loads of unsuitable people. We don't want any paupers, and any number of persons of the stamp of those so-called 'domestic servants' who are neither fitted to perform the ordinary household work, nor yet to fill the places of servants, nor are they to be depended upon. What we want is that the right class of people shall be induced to come to this country, and to settle upon the land. <box>826 1222 975 1433</box>
table-cell: 35s 6d <box>162 1432 190 1443</box>
article-para: One of the most curious and interesting, perhaps of the incidents in connection with the recent fire in Dunedin was that related by Lieutenant Cormick. He stated, that in order to rescue two young women from the upper story a ladder was procured, but on its being placed against the building it was found to be too short. It was thereupon raised on a stalwart constable's shoulder, but the young women could not be persuaded to descend until Cormick had ascended some distance to demonstrate to them that the ladder was perfectly safe. On reaching the ground, one of the girls, oblivious to the fearful death which she had so narrowly escaped, returned with the doorway outside to be allowed to return for her clothes. <box>512 897 661 1152</box>
table-cell: 37s 6d <box>162 1442 190 1453</box>
table-cell <box>162 1352 190 1372</box>
article-para: Joachim Burmeister deposed: I am a settler residing near Bunnythorpe, on the Manchester Block. At half-past twelve on Wednesday last, the 24th of September, I came to see Mrs. Vette, and she said she could not understand the reason her husband was not coming home to dinner. I said I would go to the bush, and look for him, and I found him dead with a tree lying on his head. It was about six chains distance from the house. He had been felling trees at the time he was killed. <box>669 1529 818 1706</box>
tweed-desc: made of strong, durable material, fashionable cut, and warranted fully worthy to bear the name of THE TE ARO HOUSE <box>9 1822 189 1866</box>
table-cell <box>8 1382 101 1392</box>
column-5: presume to distinguish him from "other parties" with the same historic appellation, was known as "Fiji Johnson." When the fire was at its fiercest, Messrs. Johnson might have been seen rushing wildly about with his Lares and Penates—consisting of stool, sticks, candles, and spare pens—clutched convulsively in both arms, while he went rapidly from Captain to Foreman, and from Foreman to Fireman, eagerly inquiring "if they had saved a pair of slippers?" Tradition does not state whether Messrs Johnson's slippers were rescued or not; but tradition does state that Messrs Johnson was consigned by all three to a place where fire engines would be at a discount. TELEGRAPHIC INTELLIGENCE. —†— PARLIAMENTARY. WELLINGTON, Tuesday 7 p.m. In the House to-day, Andrews, member for Christchurch, moved, and Hurst, of Auckland, seconded the Address in Reply. The debate was adjourned to the evening, when Mr. Hall, the member for Selwyn will move a vote of want of confidence amendment, and the Premier will reply. The debate is expected to last all the week, and both sides confidently claim a narrow majority. In the Council, the Hon. Mr. Waterhouse moved, and Hon. John Martin seconded the Reply, which after some discussion was agreed to. LATEST CABLEGRAMS. COMMERCIAL. The New Zealand Loan and Mercantile Agency reports, under date London, September 27th:—The wool sales closed at an average decline of 1d. to 1½d. per lb. On the 26th instant, the sales comprised about 290,000 bales, and 40,000 have been held over for future disposal. 180,000 bales have been taken for home consumption, and the balance for export. Combing has declined 1d. per lb. Since the close of the sales superior clothing washed medium and inferior clothing washed have declined 1½d. to 2d. per lb. Scoured has declined 1d. per lb. Since the close of the last sales medium and inferior greasy have declined 1d. to 1½d. per lb.; also cross-breds, ½d to 2d per lb. The superior greasy though in unchanged. Lambs and clothing washed have declined 1d. per lb. Since the close of last sales Continental demand is good, but the Home trade are purchasing sparingly. American demand has increased. RESIDENT MAGISTRATE'S COURTS. The following is the number of criminal and civil cases brought before the Resident Magistrate's Courts at Palmerston and Feilding, during the quarter ending 30th September, 1879:— Palmerston. Feilding. CRIMINAL CASES— Discharged for want of prosecution or evidence 8 7 Dismissed on merits 6 4 Summarily convicted, or held to bail 30 11 Committed for trial 1 1 Total number or cases 45 23 CIVIL CASES— Number commenced 80 56 heard 56 36 lapsed or discontinued 24 19 FATAL ACCIDENT. INQUEST UPON THE BODY. Mr. Henry M'Neil, Deputy-Coroner, held an inquest at Bunnythorpe on Friday, upon the body of Andreas Christian Vette, a Native of Schleswig, aged forty-two, who had lost his life on the previous Wednesday, through the falling of a tree. The following Jury was sworn:—Viggo Monrad (Foreman), Alexander M'Lean Wright, Johannes Henrich Morran, Joachim Burmeister, Jurgen Jess, Hans Callesen; Frederick Jeffries, Mark Benter, John Jefferies, Arthur Sandy's Brookes Forster, John Coleman Shere, Volle Callesen. After the Jury had viewed the body, the following evidence was taken:— Joachim Burmeister deposed: I am a settler residing near Bunnythorpe, on the Manchester Block. At half-past twelve on Wednesday last, the 24th of September, I came to see Mrs. Vette, and she said she could not understand the reason her husband was not coming home to dinner. I said I would go to the bush, and look for him, and I found him dead with a tree lying on his head. It was about six chains distance from the house. He had been felling trees at the time he was killed. Johannes Henrich Monrad examined: I am a settler residing near Bunnythorpe, on the Manchester Block. On Wednesday last, the 24th of September, just after dinner, Mr. Burmeister came across, and told me that Mr. Vette was killed. I went to see the body, and found it lying as described. The tree had fallen upon him, and the deceased had been cutting down trees in the bush. <box>666 28 823 1482</box>
table-cell: Strong Tweed <box>99 1513 158 1524</box>
table-row <box>8 1472 190 1482</box>
local-item: THAT LAND TAX.—This being the first day appointed for receiving payments on account of the Land Tax, many persons are greatly exercised in mind as to the modus operandi to be adopted. Nine-tenths of the community are in blissful ignorance of the amount they are indebted to the Government in respect of this particular luxury. <box>983 1263 1139 1385</box>
table-row <box>8 1442 190 1452</box>
table-row <box>670 1222 818 1232</box>
article-para: Mr. Henry M'Neil, Deputy-Coroner, held an inquest at Bunnythorpe on Friday, upon the body of Andreas Christian Vette, a Native of Schleswig, aged forty-two, who had lost his life on the previous Wednesday, through the falling of a tree. <box>669 1290 818 1378</box>
table-row <box>670 1052 818 1092</box>
table-row <box>8 1553 190 1563</box>
table-cell: CRIMINAL CASES— <box>669 1031 716 1052</box>
table-row <box>8 1513 190 1523</box>
price-item: BLACK GROSGRAIN, 4s 3d. <box>8 853 125 864</box>
editorial-para: We referred in our last to the deplorable condition of the tenant farmers at home. Owing to a variety of causes they find themselves fighting a hard, uphill, and losing battle, and have resolved no longer to struggle against such overwhelming odds, the chief of which is unquestionably high rents. Whether to these an American contemporary says:—"The Times publishes the balance sheet of a farm of 600 acres of alluvial river loam, of high fertility, and in the best of condition. For three years the average annual outlay upon this farm has been £3,650, exclusive of the farmer's family expenses, and the average income only £3,200, thus showing an annual deficit of £450. Of the outlay £150 was for taxes, and £1,500 for rent. This is too heavy a burden. It is paid by the workers for those who do not work." <box>826 1435 975 1734</box>
table-cell: Saddle Bedford <box>100 1322 135 1343</box>
table-row <box>670 1182 818 1202</box>
news-item: A MOST DESERVING CASE.—We have received a cheque for £3 3/- as a donation to Mrs. Vette, whose husband was killed last week at Bunnythorpe. The case of the unfortunate widow is a most trying one, as she has been left totally unprovided for, with five children to look to her for subsistence. We believe the deceased had bought a small piece of land, but the whole of his savings had been expended upon the erection of a house, so that only the interest thereon can be handed over. <box>355 1418 504 1595</box>
news-heading: NEWS AND NOTES <box>373 237 487 249</box>
table-row <box>8 1482 190 1502</box>
news-item: CHANGED HANDS.—We notice that our Marton contemporary has been purchased by Mr. J. Northover, a gentleman who has been a member of the mechanical staff for some considerable time. As the venture had been entered a few days ago for the Supreme Court Stakes, we presume the new proprietor has purchased the property with all its "engagements." We welcome Mr. Northover into the Circle of the Elect, and trust that his experience may be happier than those of his predecessor. <box>355 432 504 609</box>
table-cell: 34s 6d <box>162 1472 190 1483</box>
table-cell: 36s 6d <box>162 1482 190 1493</box>
table-cell: COATS <box>8 1452 38 1463</box>
money-card: MONEY TO LEND On Mortgage. A better supply of capital now offers for Investment at Ten per cent. on broad acres, with ample margin. CHAS. POWNALL & CO., Surveyors, Grey st., Wellington. <box>199 105 347 222</box>
table-cell: Number commenced <box>669 1201 720 1222</box>
table-cell: 19 <box>807 1231 818 1242</box>
table-cell: Geelong Tweed <box>100 1402 136 1423</box>
telegraphic-heading: TELEGRAPHIC <box>689 291 799 306</box>
clothing-heading: CLOTHING, <box>52 1224 146 1243</box>
ad-paragraph: CARMELITES, in all the new colors, 1s 9d. <box>8 438 190 460</box>
ad-paragraph: Very soft wool materials are the leading fashions for the Season. <box>8 284 190 306</box>
price-row: BLACK Gros de Paris, 5s 9d. <box>8 932 190 943</box>
ad-paragraph: A SPLENDID ASSORTMENT, of Silks, Satins, Velvets, and Satins for Dress Trimming. <box>8 637 190 670</box>
local-item: THE BUNNYTHORPE SCHOOL.—Additional delay, we are afraid, is inevitable in the matter of the opening of the Bunnythorpe School at Taonui. No teacher was appointed at the meeting of the Board on Wednesday last, the only communication received by the chairman of the local committee from the Secretary being a request to be furnished with the probable number of children who would attend, and what accommodation could be obtained for the teacher. His answer to the first question is we believe, 40; and to the second, that until a teacher's residence be erected, the <box>983 1387 1139 1586</box>
table-cell: Committed for trial <box>669 1141 733 1162</box>
page-masthead: THE MANAWATU TIMES, WEDNESDAY, OCTOBER 1, 1879. <box>0 2 1114 25</box>
special-attention: SPECIAL ATTENTION <box>38 1132 160 1144</box>
table-cell: heard <box>669 1221 695 1232</box>
te-aro-house-big: TE ARO HOUSE <box>51 2002 147 2054</box>
te-aro-house-3: TE ARO HOUSE, <box>62 1692 136 1703</box>
table-cell: Strong Tweed <box>100 1372 159 1383</box>
table-row <box>670 1032 818 1052</box>
court-table: Palmerston. Feilding. CRIMINAL CASES— Discharged for want of prosecution or evidence 8 7 Dismissed on merits 6 4 Summarily convicted, or held to bail 30 11 Committed for trial 1 1 Total number or cases 45 23 CIVIL CASES— Number commenced 80 56 heard 56 36 lapsed or discontinued 24 19 <box>669 1021 818 1252</box>
shirts-desc: made of superior longcloth, well finished, and extremely durable, with beautiful and military fronts, and to be known as the TE ARO HOUSE SHIRT, <box>8 1739 190 1783</box>
fox-heading: THE FOX AND THE GRAPES. <box>215 499 331 522</box>
fatal-accident-heading: FATAL ACCIDENT. <box>689 1261 799 1273</box>
special-purchase: SPECIAL PURCHASE <box>40 1071 158 1083</box>
table-cell: 4 <box>812 1091 818 1102</box>
table-cell: JACKETS <box>8 1553 47 1564</box>
table-cell: 8 <box>732 1051 738 1062</box>
black-silks-heading: BLACK SILKS, <box>43 800 155 819</box>
table-row <box>8 1322 190 1342</box>
table-cell: 1 <box>732 1141 738 1152</box>
table-row <box>670 1142 818 1162</box>
column-4: vocative of more merriment than the following, which took place a few days since not a hundred miles from Palmerston. An insolvent, whose principal asset was a valuable stock of poultry, was under examination, and an offer was being made to secure the creditors be a P.N. at six months. One of the gentlemen—whose first breath was drawn within sound of Bow Bells—had not distinctly caught the offer, and in order to satisfy himself he asked—"What about the P.N.?" Now there was nothing of an insulting character either in the language or tone of the query, but unfortunately the peculiar pronunciation of the querist made two last words sound P. Hen. This the insolvent took as a slur upon his integrity, as he testily retorted, "If you wish to satisfy yourself about the pea hen you will have to get the inventory of poultry from the trustee." The reply was immediately greeted with a roar of laughter from the creditors, who did not know which to enjoy most—the indignation of the insolvent, or the look of surprise on the face of the innocent cause of it. SERIOUS ACCIDENT TO THE MASTERTON COACH. —†— A most serious accident occurred to the Masterton coach on Sunday morning, on its way between that place and Palmerston. The coach under command of that skilful whip, George Hunter, left Masterton at the usual time, but on Saturday night falling in of the water the river with the intention of crossing the ford to the Gorge, but found the stream a swollen torrent, and the driver had to make a détour. Near the Gorge the coach capsized, and the horses and passengers were thrown into the flood. The escape of all was almost miraculous. The horses swam to the shore, the passengers managed to get out, and the driver was rescued with great difficulty. Mr. Hunter speaks very highly of the conduct of the passengers. The mails were saved, but were much injured by the water. We regret to say that the mail bag was lost, but hopes are entertained that when the river subsides it will be found in the bed of the stream. COOLNESS UNDER FIRE; OR, WANTING TO SAVE HIS SLIPPERS. The following paragraph has been going the rounds of the papers:— One of the most curious and interesting, perhaps of the incidents in connection with the recent fire in Dunedin was that related by Lieutenant Cormick. He stated, that in order to rescue two young women from the upper story a ladder was procured, but on its being placed against the building it was found to be too short. It was thereupon raised on a stalwart constable's shoulder, but the young women could not be persuaded to descend until Cormick had ascended some distance to demonstrate to them that the ladder was perfectly safe. On reaching the ground, one of the girls, oblivious to the fearful death which she had so narrowly escaped, returned with the doorway outside to be allowed to return for her clothes. Well, the foregoing are very good, but we think they cannot equal the following, for the truth of which we will pledge our professional reputation. Some years ago, a fire occurred on the old premises occupied by the Otago Daily Times, in Princes street, Dunedin, which at that time was a building of wood of the old colonial style. <box>509 28 666 1482</box>
latest-cablegrams-heading: LATEST CABLEGRAMS. <box>673 557 814 569</box>
article-cont: The jury at this stage proceeded to view the place where the deceased was killed, and had the position of the body when found by the two witnesses explained to them. <box>826 129 975 196</box>
article-para: Well, the foregoing are very good, but we think they cannot equal the following, for the truth of which we will pledge our professional reputation. Some years ago, a fire occurred on the old premises occupied by the Otago Daily Times, in Princes street, Dunedin, which at that time was a building of wood of the old colonial style. <box>512 1154 661 1276</box>
table-cell: 17s 6d <box>162 1563 190 1574</box>
article-cont: Hugh Marriner deposed: I am a duly qualified medical practitioner, residing at Palmerston North. I examined the body of the late Andreas Christian Vette, and found a bruise on the left temple, and a lacerated wound on the back of the head, a little to the right of the occiput, and near it a fracture of the skull. The injuries are such as would be caused by the manner described by the witnesses, and sufficient to cause death, probably from concussion of the brain. I think probably death was instantaneous. <box>826 422 975 610</box>
article-para: To make matters worse, several of the saw-millers have secured orders for the supply of telegraph poles, and are under heavy penalties, if these are not delivered within contract time. Though they have kept well ahead of their contracts, so far as their work is concerned they find that it will be impossible, with the present inadequate supply of rolling stock of this description, to get them delivered in anything like contract time. <box>983 710 1139 865</box>
article-cont: After a very short deliberation the Jury returned a verdict to the effect that the deceased was accidentally met his death, by the falling of a white while working in the bush. <box>826 612 975 679</box>
britannia: BLACK CASHMERE BRITANNIA, 16s. 6d. <box>15 1096 183 1118</box>
table-cell: 23 <box>807 1161 818 1172</box>
table-cell: CIVIL CASES— <box>669 1181 733 1202</box>
juvenile: JUVENILE CLOTHING. <box>48 1613 150 1624</box>
table-cell: TROUSERS AND VESTS— <box>8 1523 100 1544</box>
ad-paragraph: TO MATCH the above materials in nearly all shades we have the new Silk mixed Figured Laines, so extensively used in combination with plain materials. <box>8 462 190 507</box>
jauberts-heading: JAUBERT'S SILKS. <box>47 877 151 889</box>
for-text: for <box>92 1681 106 1692</box>
ad-spring-season: Spring Season, <box>52 136 146 187</box>
table-row <box>8 1312 190 1322</box>
column-6: which it was intended. Deceased was not an expert bushman. The rimu or falling must have knocked down a dead sapling, which latter fell on deceased, causing his death. The dead sapling would have been sufficient to cause death if it had fallen on a person. The jury at this stage proceeded to view the place where the deceased was killed, and had the position of the body when found by the two witnesses explained to them. Buttelle Vette: He was forty years of age and a native of Schleswig. My late husband went out to fell bush at eight o'clock in the morning of last Wednesday. That was the last I saw him alive. I called him to dinner at twelve o'clock, and he answered me back again. Shortly afterwards I heard a tree fall. It was almost immediately after he answered me. I noticed a great wind blowing, and the tree seemed to come down very quickly. I sent the children to look for him, and they could not find him. Afterwards Mr. Burmeister came, and I asked him to go and look for my husband. He did so, and I saw him lifting up a big branch. Hugh Marriner deposed: I am a duly qualified medical practitioner, residing at Palmerston North. I examined the body of the late Andreas Christian Vette, and found a bruise on the left temple, and a lacerated wound on the back of the head, a little to the right of the occiput, and near it a fracture of the skull. The injuries are such as would be caused by the manner described by the witnesses, and sufficient to cause death, probably from concussion of the brain. I think probably death was instantaneous. After a very short deliberation the Jury returned a verdict to the effect that the deceased was accidentally met his death, by the falling of a white while working in the bush. SPECIAL NOTICE, Mr. Metard Has been APPOINTED AGENT For the MANAWATU TIMES In FEILDING. THE FEILDING CHRONICLE AND ADVERTISER. WEDNESDAY, OCT. 1, 1879. IMMIGRATION, It is somewhat strange that a question so intimately connected with, and directly bearing upon, the prosperity of the colony as immigration, should have passed over in silence and not the slightest allusion made to it in the "Speech from the Throne." But when we find the late Premier, and the present Minister for Public Works—leading Statesmen from both sides of the House—strongly insisting, as they did, in their electioneering speeches, upon a continuous stream of immigration as the principal factor in the colony's prosperity, we may rest assured that the question will come to the surface during the present Session, whatever Ministry shall be in power. We endorse the views enunciated by Major Atkinson and Mr. Macandrew with one qualification. We should like to see the immigrants selected with judgment. We don't want ship loads of unsuitable people. We don't want any paupers, and any number of persons of the stamp of those so-called 'domestic servants' who are neither fitted to perform the ordinary household work, nor yet to fill the places of servants, nor are they to be depended upon. What we want is that the right class of people shall be induced to come to this country, and to settle upon the land. We referred in our last to the deplorable condition of the tenant farmers at home. Owing to a variety of causes they find themselves fighting a hard, uphill, and losing battle, and have resolved no longer to struggle against such overwhelming odds, the chief of which is unquestionably high rents. Whether to these an American contemporary says:—"The Times publishes the balance sheet of a farm of 600 acres of alluvial river loam, of high fertility, and in the best of condition. For three years the average annual outlay upon this farm has been £3,650, exclusive of the farmer's family expenses, and the average income only £3,200, thus showing an annual deficit of £450. Of the outlay £150 was for taxes, and £1,500 for rent. This is too heavy a burden. It is paid by the workers for those who do not work." <box>823 28 980 1482</box>
parliament-text: In the House to-day, Andrews, member for Christchurch, moved, and Hurst, of Auckland, seconded the Address in Reply. The debate was adjourned to the evening, when Mr. Hall, the member for Selwyn will move a vote of want of confidence amendment, and the Premier will reply. The debate is expected to last all the week, and both sides confidently claim a narrow majority. In the Council, the Hon. Mr. Waterhouse moved, and Hon. John Martin seconded the Reply, which after some discussion was agreed to. <box>669 358 818 547</box>
table-row <box>670 1112 818 1142</box>
article-para: A most serious accident occurred to the Masterton coach on Sunday morning, on its way between that place and Palmerston. The coach under command of that skilful whip, George Hunter, left Masterton at the usual time, but on Saturday night falling in of the water the river with the intention of crossing the ford to the Gorge, but found the stream a swollen torrent, and the driver had to make a détour. Near the Gorge the coach capsized, and the horses and passengers were thrown into the flood. The escape of all was almost miraculous. <box>512 463 661 663</box>
table-cell: 12s 6d <box>162 1312 190 1323</box>
